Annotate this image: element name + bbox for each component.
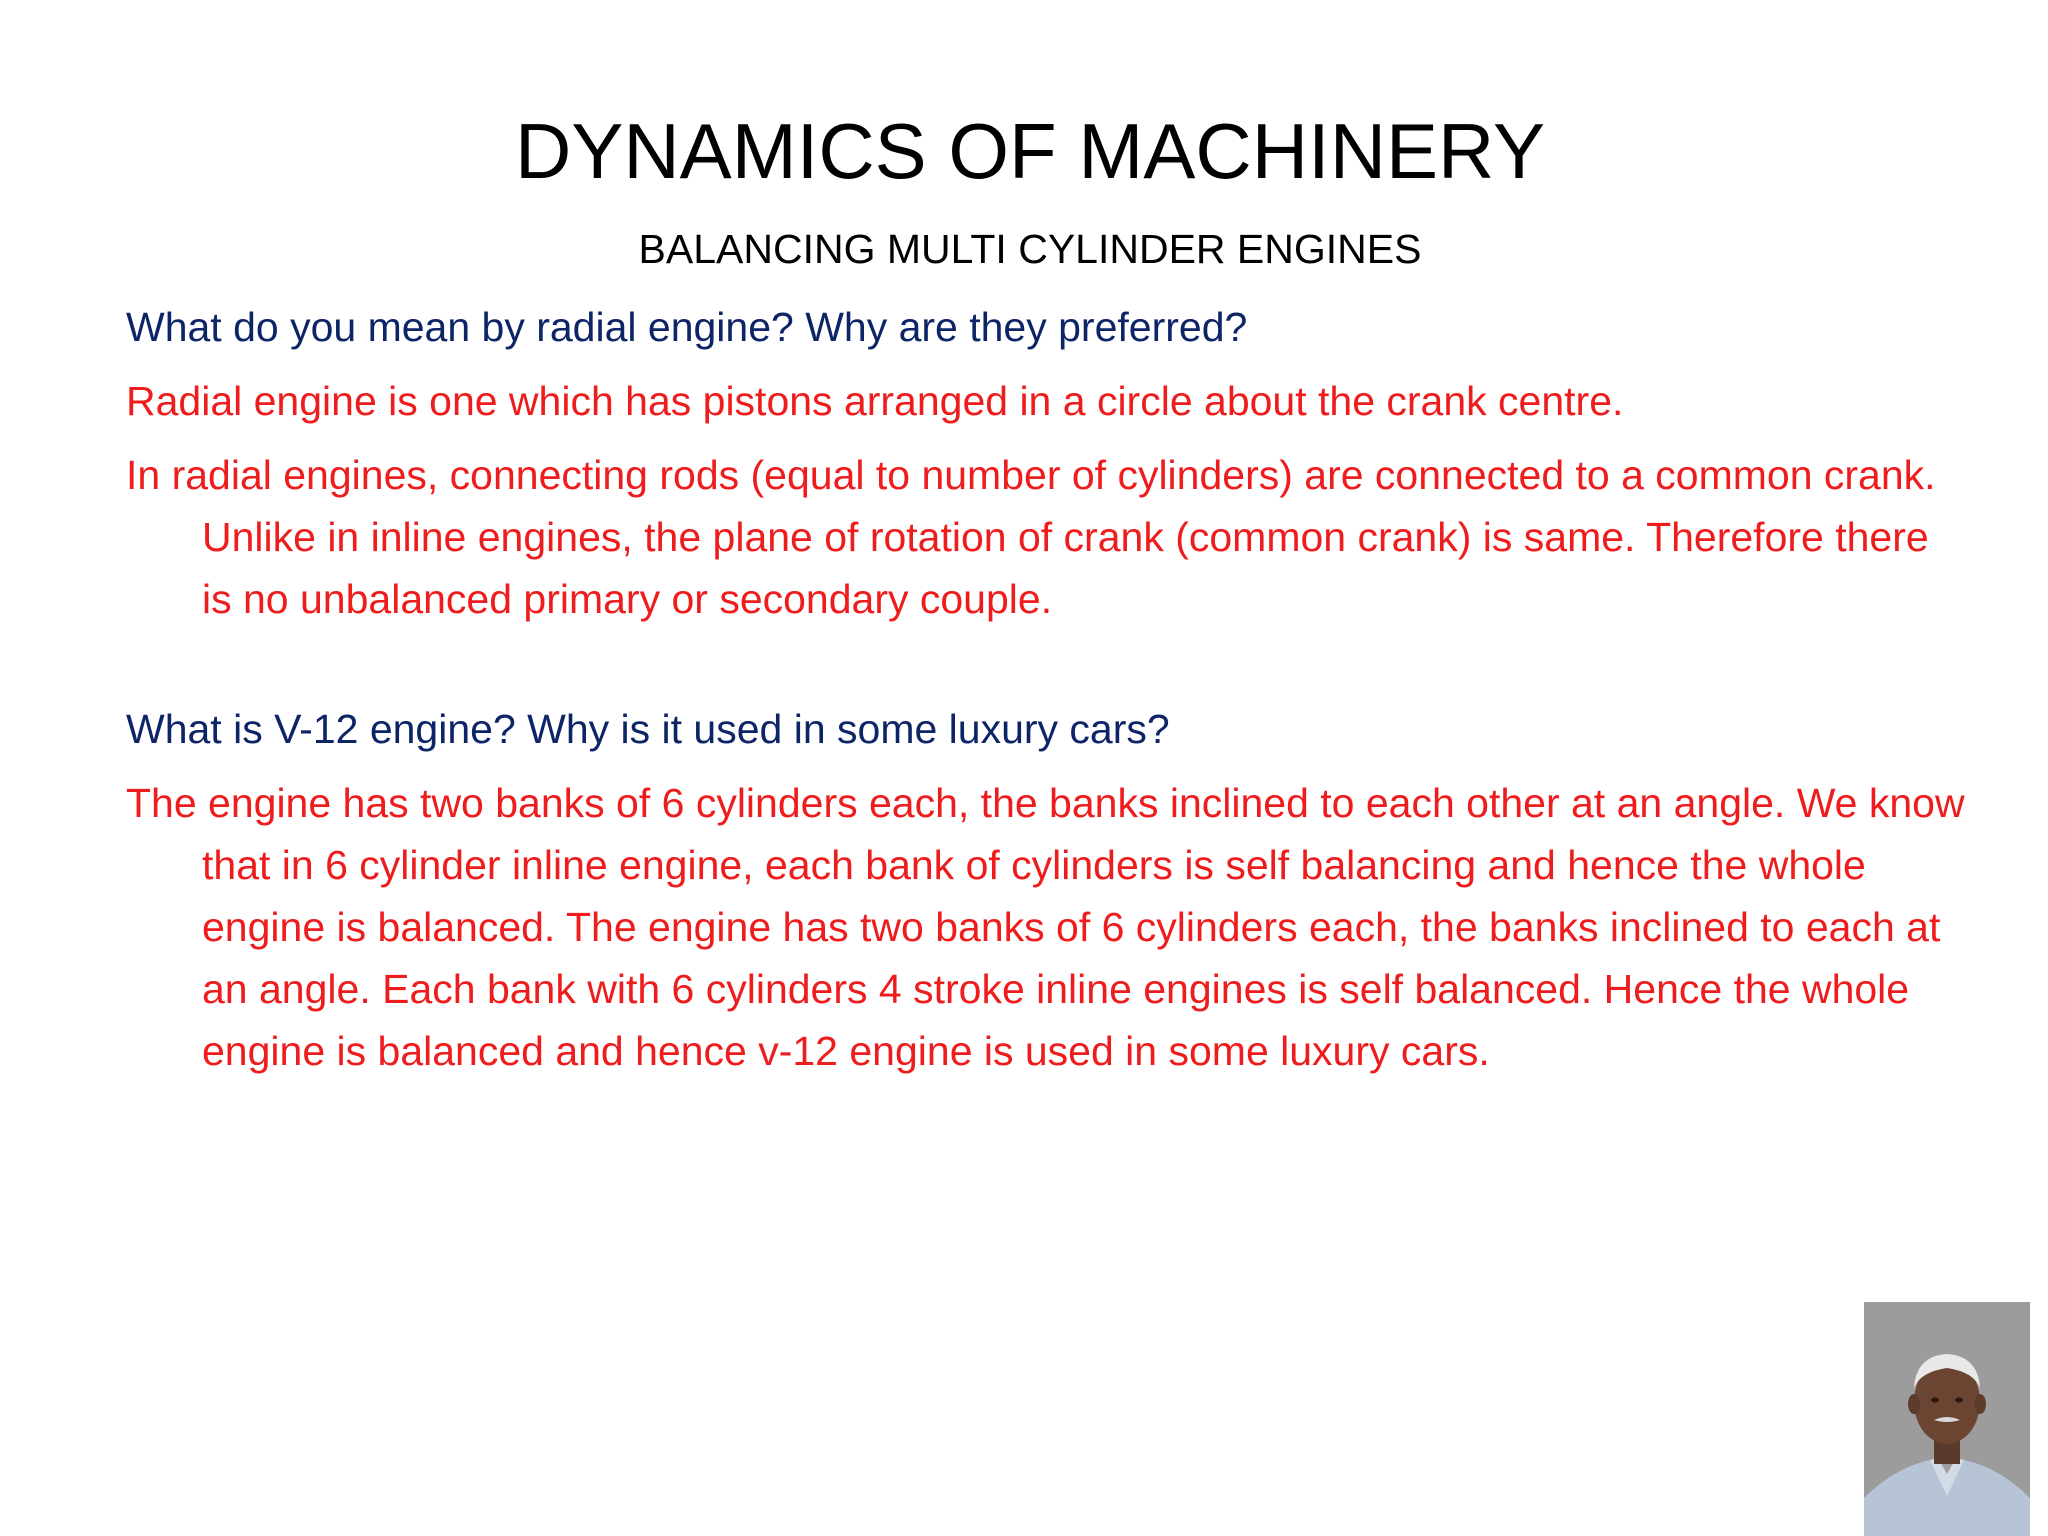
slide-content	[126, 296, 1966, 1082]
answer-radial-definition: Radial engine is one which has pistons arranged in a circle about the crank centre.	[126, 378, 1624, 424]
presenter-portrait-icon	[1864, 1302, 2030, 1536]
slide-title: DYNAMICS OF MACHINERY	[515, 107, 1545, 195]
presenter-photo	[1864, 1302, 2030, 1536]
answer-radial-balance: In radial engines, connecting rods (equal to number of cylinders) are connected to a common crank. Unlike in inline engines, the plane of rotation of crank (common crank) is same. Therefore there is no unbalanced primary or secondary couple.	[126, 452, 1936, 622]
answer-v12: The engine has two banks of 6 cylinders each, the banks inclined to each other at an angle. We know that in 6 cylinder inline engine, each bank of cylinders is self balancing and hence the whole engine is balanced. The engine has two banks of 6 cylinders each, the banks inclined to each at an angle. Each bank with 6 cylinders 4 stroke inline engines is self balanced. Hence the whole engine is balanced and hence v-12 engine is used in some luxury cars.	[126, 780, 1965, 1074]
question-radial: What do you mean by radial engine? Why are they preferred?	[126, 304, 1248, 350]
question-v12: What is V-12 engine? Why is it used in some luxury cars?	[126, 706, 1170, 752]
slide-subtitle: BALANCING MULTI CYLINDER ENGINES	[638, 226, 1422, 272]
